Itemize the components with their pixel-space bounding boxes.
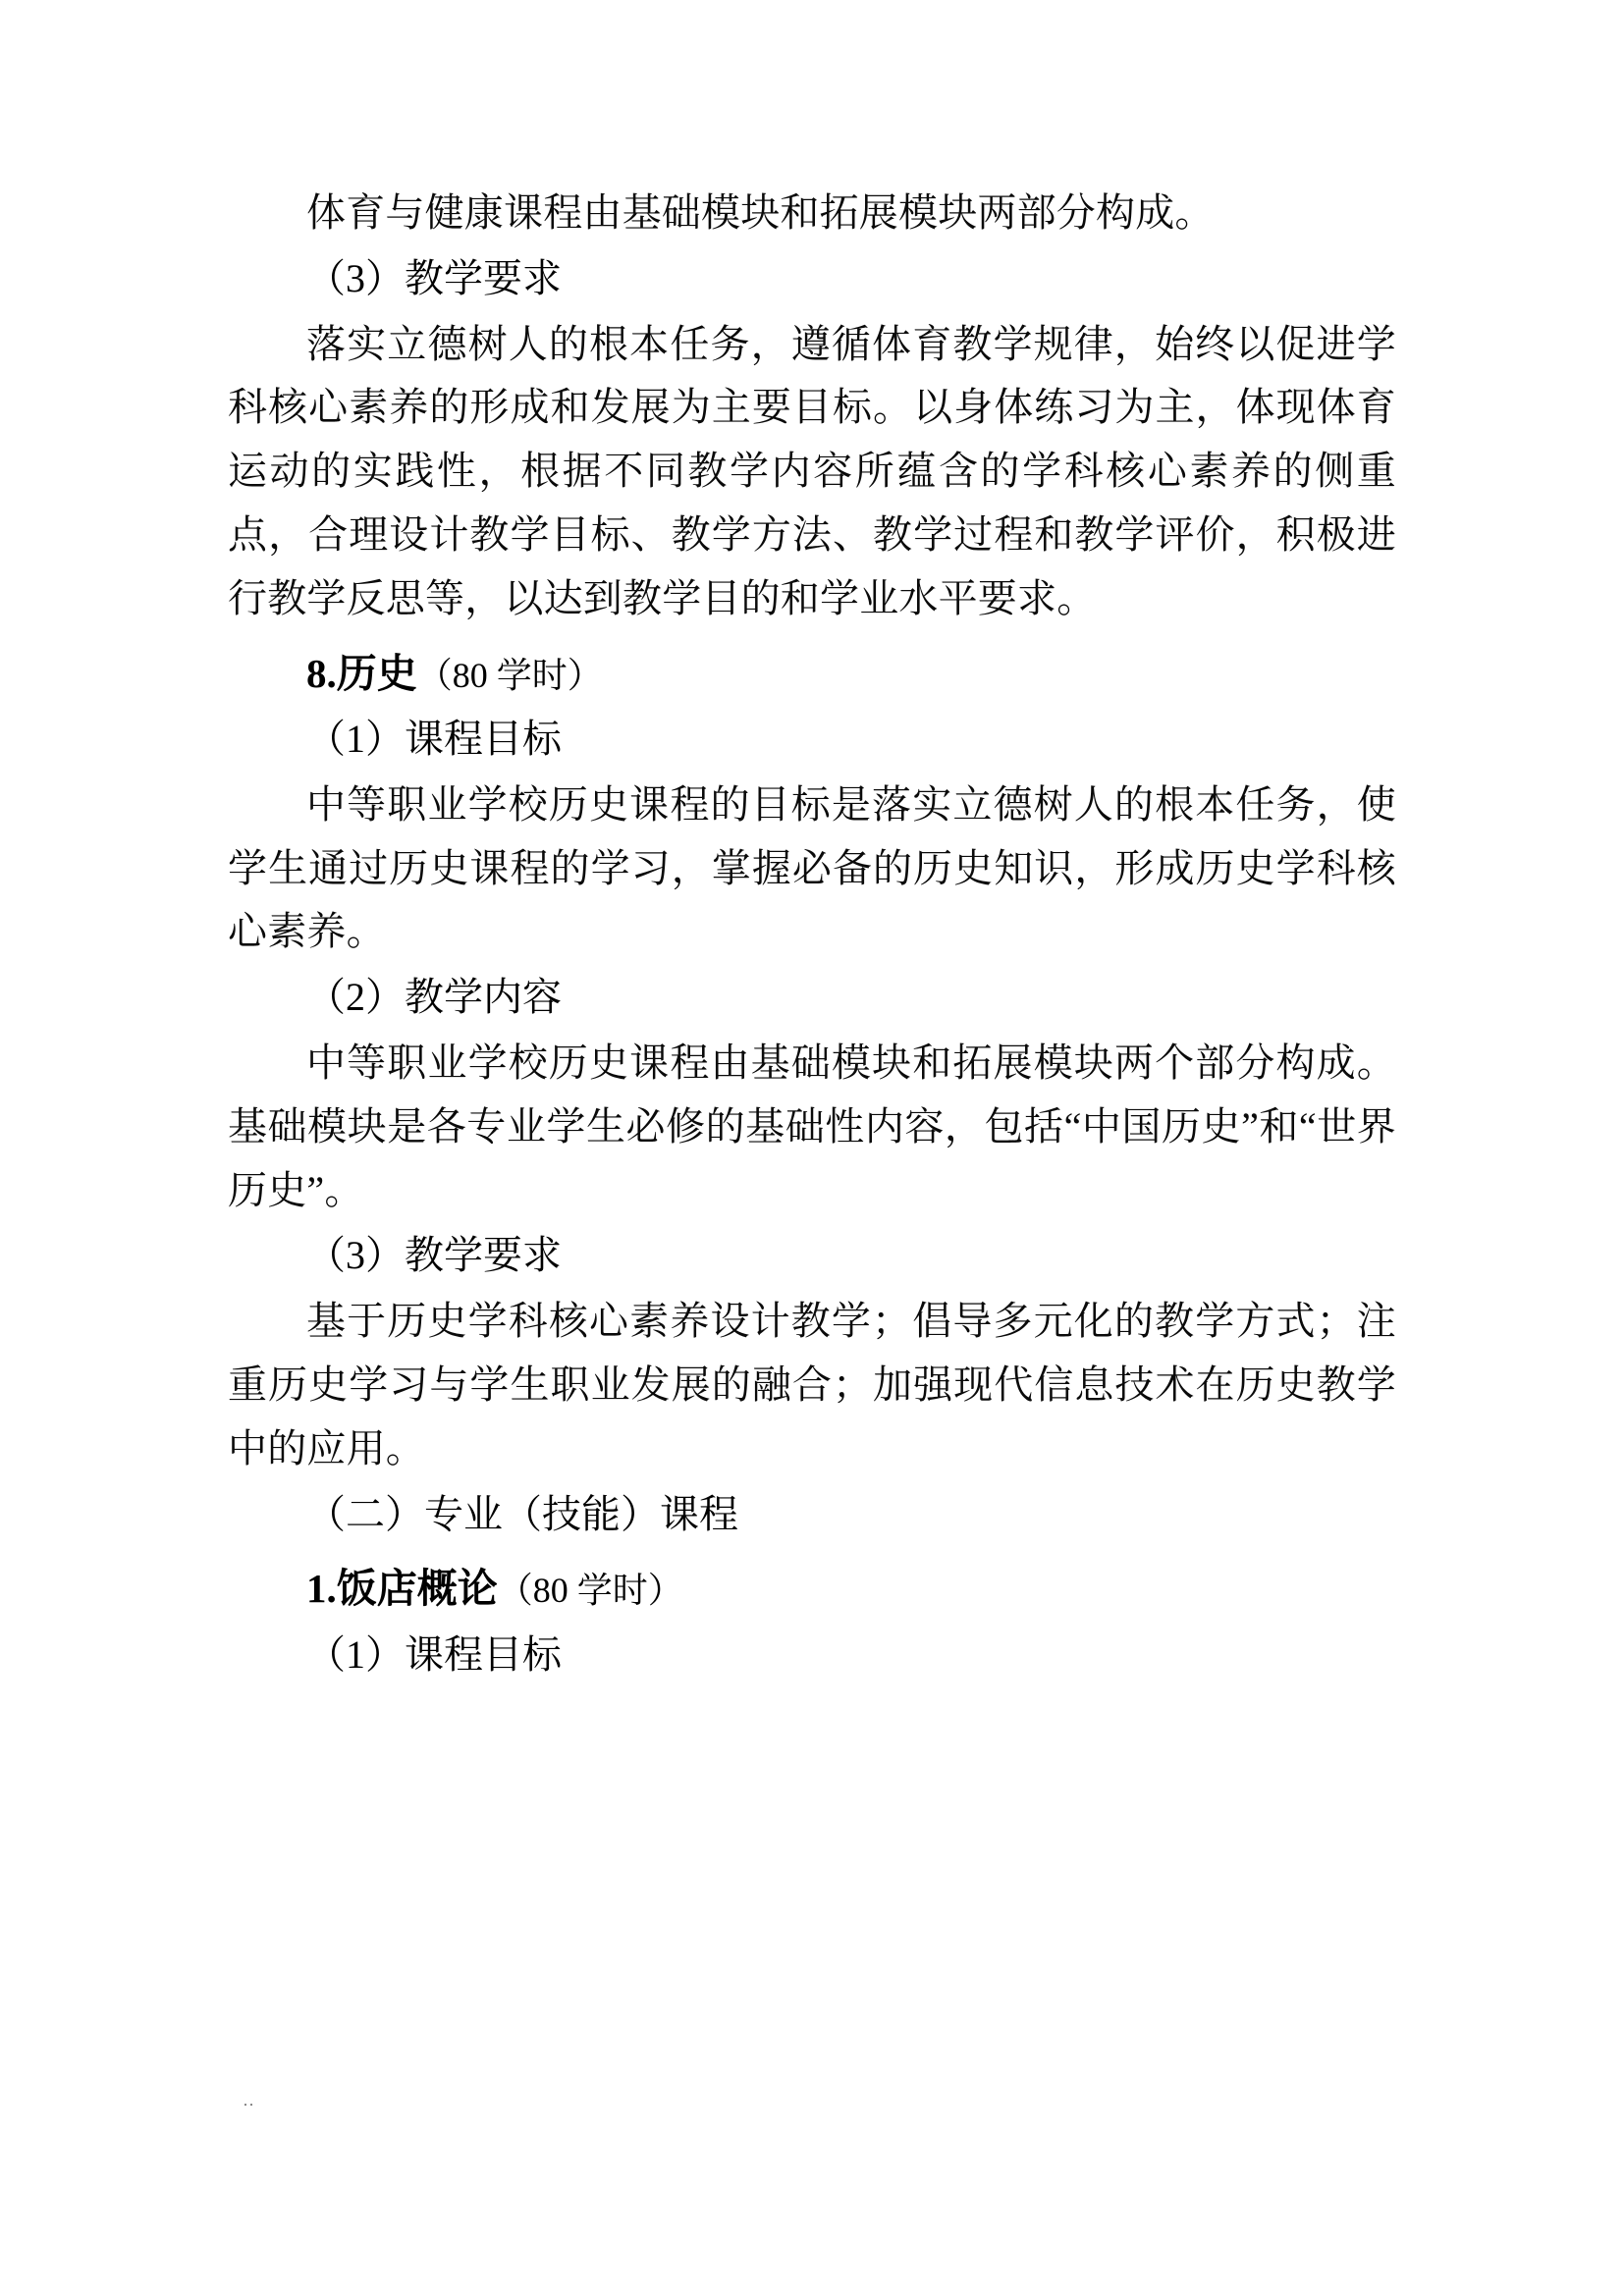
page-content [228,182,1396,1689]
paragraph-history-requirement-body: 基于历史学科核心素养设计教学；倡导多元化的教学方式；注重历史学习与学生职业发展的融合；加强现代信息技术在历史教学中的应用。 [228,1299,1396,1470]
heading-hotel-hours: （80 学时） [497,1571,683,1611]
sub-heading-history-requirement: （3）教学要求 [306,1233,562,1278]
paragraph-history-goal-body: 中等职业学校历史课程的目标是落实立德树人的根本任务，使学生通过历史课程的学习，掌握必备的历史知识，形成历史学科核心素养。 [228,781,1396,954]
paragraph-history-content-body: 中等职业学校历史课程由基础模块和拓展模块两个部分构成。基础模块是各专业学生必修的基础性内容，包括“中国历史”和“世界历史”。 [228,1040,1396,1212]
heading-history-number: 8. [306,650,337,696]
heading-hotel-number: 1. [306,1566,337,1612]
paragraph-sports-requirement-body: 落实立德树人的根本任务，遵循体育教学规律，始终以促进学科核心素养的形成和发展为主要目标。以身体练习为主，体现体育运动的实践性，根据不同教学内容所蕴含的学科核心素养的侧重点，合理设计教学目标、教学方法、教学过程和教学评价，积极进行教学反思等，以达到教学目的和学业水平要求。 [228,321,1396,620]
heading-history-hours: （80 学时） [416,655,603,695]
sub-heading-section-two: （二）专业（技能）课程 [306,1491,738,1536]
heading-history-title: 历史 [336,650,417,696]
heading-hotel-intro [228,1556,1396,1621]
heading-history [228,641,1396,706]
page-footer-mark: .. [244,2093,255,2109]
sub-heading-history-content: （2）教学内容 [306,975,562,1020]
sub-heading-hotel-goal: （1）课程目标 [306,1631,562,1677]
sub-heading-sports-requirement: （3）教学要求 [306,255,562,300]
heading-hotel-title: 饭店概论 [336,1566,498,1612]
paragraph-sports-content: 体育与健康课程由基础模块和拓展模块两部分构成。 [306,190,1215,235]
sub-heading-history-goal: （1）课程目标 [306,716,562,761]
